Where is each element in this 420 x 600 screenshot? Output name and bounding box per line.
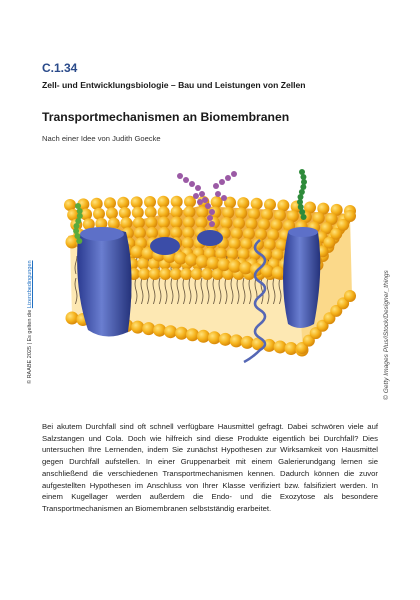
lipid-head bbox=[183, 216, 195, 228]
lipid-head bbox=[243, 228, 255, 240]
lipid-head bbox=[186, 328, 199, 341]
glycan-bead bbox=[193, 193, 199, 199]
lipid-head bbox=[170, 227, 182, 239]
lipid-head bbox=[153, 324, 166, 337]
lipid-head bbox=[239, 261, 252, 274]
lipid-head bbox=[132, 207, 144, 219]
lipid-head bbox=[241, 336, 254, 349]
lipid-head bbox=[175, 327, 188, 340]
transmembrane-protein-right bbox=[283, 227, 320, 328]
lipid-head bbox=[183, 206, 195, 218]
lipid-head bbox=[131, 245, 144, 258]
lipid-head bbox=[120, 217, 132, 229]
lipid-head bbox=[142, 322, 155, 335]
lipid-head bbox=[248, 208, 260, 220]
lipid-head bbox=[164, 325, 177, 338]
lipid-head bbox=[237, 197, 249, 209]
lipid-head bbox=[145, 217, 157, 229]
lipid-head bbox=[182, 237, 194, 249]
glycan-bead bbox=[76, 238, 82, 244]
lipid-head bbox=[191, 268, 203, 280]
lipid-head bbox=[134, 227, 146, 239]
lipid-head bbox=[195, 216, 207, 228]
subject-heading: Zell- und Entwicklungsbiologie – Bau und Leistungen von Zellen bbox=[42, 80, 306, 90]
lipid-head bbox=[218, 258, 231, 271]
intro-paragraph: Bei akutem Durchfall sind oft schnell verfügbare Hausmittel gefragt. Dabei schwören viele auf Salzstangen und Cola. Doch wie hilfreich sind diese Produkte eigentlich bei Durchfall? Dies untersuchen Ihre Lernenden, indem Sie zunächst Hypothesen zur Wirksamkeit von Hausmittel gegen Durchfall aufstellen. In einer Gruppenarbeit mit einem Galerierundgang lernen sie anschließend die verschiedenen Transportmechanismen kennen. Dadurch können die zuvor aufgestellten Hypothesen im Anschluss von Ihrer Klasse verifiziert bzw. falsifiziert werden. In einem Kugellager werden außerdem die Endo- und die Exozytose als besondere Transportmechanismen an Biomembranen selbstständig erarbeitet. bbox=[42, 422, 378, 513]
surface-protein-2 bbox=[197, 230, 223, 246]
lipid-head bbox=[131, 196, 143, 208]
glycan-bead bbox=[177, 173, 183, 179]
lipid-head bbox=[170, 216, 182, 228]
license-link[interactable]: Lizenzbedingungen bbox=[27, 260, 33, 309]
lipid-head bbox=[246, 218, 258, 230]
page-title: Transportmechanismen an Biomembranen bbox=[42, 110, 290, 124]
lipid-head bbox=[274, 340, 287, 353]
transmembrane-protein-left bbox=[77, 227, 131, 337]
lipid-head bbox=[251, 198, 263, 210]
lipid-head bbox=[285, 342, 298, 355]
lipid-head bbox=[230, 334, 243, 347]
lipid-head bbox=[215, 248, 227, 260]
lipid-head bbox=[211, 196, 223, 208]
lipid-head bbox=[219, 333, 232, 346]
glycan-bead bbox=[183, 177, 189, 183]
lipid-head bbox=[104, 197, 116, 209]
lipid-head bbox=[117, 197, 129, 209]
glycan-bead bbox=[195, 185, 201, 191]
lipid-head bbox=[208, 331, 221, 344]
lipid-head bbox=[344, 290, 356, 302]
lipid-head bbox=[240, 238, 252, 250]
unit-code: C.1.34 bbox=[42, 61, 78, 75]
lipid-head bbox=[157, 196, 169, 208]
lipid-head bbox=[201, 268, 213, 280]
lipid-head bbox=[144, 196, 156, 208]
lipid-head bbox=[158, 216, 170, 228]
copyright-notice bbox=[27, 260, 33, 384]
lipid-head bbox=[174, 252, 187, 265]
lipid-head bbox=[170, 268, 182, 280]
lipid-head bbox=[229, 238, 241, 250]
lipid-head bbox=[222, 207, 234, 219]
lipid-head bbox=[119, 207, 131, 219]
surface-protein-1 bbox=[150, 237, 180, 255]
glycan-bead bbox=[221, 195, 227, 201]
lipid-head bbox=[185, 253, 198, 266]
lipid-head bbox=[149, 268, 161, 280]
lipid-head bbox=[133, 217, 145, 229]
lipid-head bbox=[180, 268, 192, 280]
lipid-head bbox=[235, 207, 247, 219]
lipid-head bbox=[171, 206, 183, 218]
lipid-head bbox=[158, 206, 170, 218]
image-credit: © Getty Images Plus/iStock/Designer_things bbox=[383, 270, 390, 400]
glycan-bead bbox=[199, 191, 205, 197]
lipid-head bbox=[138, 268, 150, 280]
lipid-head bbox=[91, 198, 103, 210]
glycan-bead bbox=[213, 183, 219, 189]
glycan-bead bbox=[209, 221, 215, 227]
lipid-head bbox=[344, 210, 356, 222]
lipid-head bbox=[106, 207, 118, 219]
glycan-bead bbox=[225, 175, 231, 181]
lipid-head bbox=[227, 248, 239, 260]
lipid-head bbox=[197, 330, 210, 343]
author-note: Nach einer Idee von Judith Goecke bbox=[42, 134, 161, 143]
copyright-text: © RAABE 2025 | Es gelten die bbox=[27, 308, 33, 384]
lipid-head bbox=[66, 312, 79, 325]
lipid-head bbox=[159, 268, 171, 280]
lipid-head bbox=[231, 228, 243, 240]
lipid-head bbox=[220, 217, 232, 229]
lipid-head bbox=[131, 321, 144, 334]
glycan-bead bbox=[205, 203, 211, 209]
lipid-head bbox=[207, 257, 220, 270]
glycan-bead bbox=[301, 214, 307, 220]
glycan-bead bbox=[209, 209, 215, 215]
lipid-head bbox=[182, 227, 194, 239]
lipid-head bbox=[145, 206, 157, 218]
cell-membrane-illustration bbox=[50, 158, 360, 398]
lipid-head bbox=[171, 196, 183, 208]
glycan-bead bbox=[197, 199, 203, 205]
lipid-head bbox=[238, 248, 250, 260]
glycan-bead bbox=[219, 179, 225, 185]
lipid-head bbox=[272, 266, 285, 279]
lipid-head bbox=[233, 217, 245, 229]
lipid-head bbox=[158, 227, 170, 239]
lipid-head bbox=[93, 208, 105, 220]
lipid-head bbox=[228, 260, 241, 273]
glycan-bead bbox=[215, 191, 221, 197]
glycan-bead bbox=[207, 215, 213, 221]
lipid-head bbox=[196, 255, 209, 268]
glycan-bead bbox=[189, 181, 195, 187]
glycan-bead bbox=[231, 171, 237, 177]
lipid-head bbox=[146, 227, 158, 239]
